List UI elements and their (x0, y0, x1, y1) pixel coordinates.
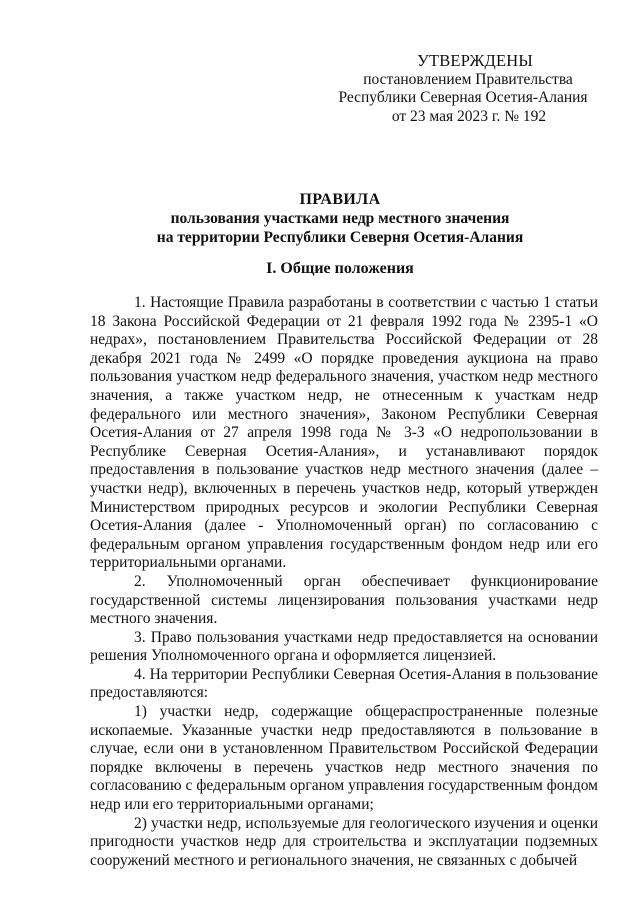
document-subtitle-line2: на территории Республики Северня Осетия-Алания (156, 229, 524, 246)
paragraph-4: 4. На территории Республики Северная Осетия-Алания в пользование предоставляются: (90, 665, 598, 702)
document-subtitle-line1: пользования участками недр местного значения (170, 210, 510, 227)
paragraph-4-item-1: 1) участки недр, содержащие общераспространенные полезные ископаемые. Указанные участки недр предоставляются в пользование в случае, если они в установленном Правительством Российской Федерации порядке включены в перечень участков недр местного значения по согласованию с федеральным органом управления государственным фондом недр или его территориальными органами; (90, 703, 598, 814)
paragraph-2: 2. Уполномоченный орган обеспечивает функционирование государственной системы лицензирования пользования участками недр местного значения. (90, 572, 598, 628)
approval-title: УТВЕРЖДЕНЫ (417, 51, 533, 70)
document-title: ПРАВИЛА (299, 191, 381, 208)
section-heading: I. Общие положения (266, 260, 414, 277)
approval-resolution-line: постановлением Правительства (363, 70, 573, 88)
approval-republic-line: Республики Северная Осетия-Алания (338, 89, 588, 106)
paragraph-4-item-2: 2) участки недр, используемые для геологического изучения и оценки пригодности участков недр для строительства и эксплуатации подземных сооружений местного и регионального значения, не связанных с добычей (90, 814, 598, 869)
paragraph-1: 1. Настоящие Правила разработаны в соответствии с частью 1 статьи 18 Закона Российской Федерации от 21 февраля 1992 года № 2395-1 «О недрах», постановлением Правительства Российской Федерации от 28 декабря 2021 года № 2499 «О порядке проведения аукциона на право пользования участком недр федерального значения, участком недр местного значения, а также участком недр, не отнесенным к участкам недр федерального или местного значения», Законом Республики Северная Осетия-Алания от 27 апреля 1998 года № 3-З «О недропользовании в Республике Северная Осетия-Алания», и устанавливают порядок предоставления в пользование участков недр местного значения (далее – участки недр), включенных в перечень участков недр, который утвержден Министерством природных ресурсов и экологии Республики Северная Осетия-Алания (далее - Уполномоченный орган) по согласованию с федеральным органом управления государственным фондом недр или его территориальными органами. (90, 294, 598, 572)
paragraph-3: 3. Право пользования участками недр предоставляется на основании решения Уполномоченного органа и оформляется лицензией. (90, 628, 598, 665)
document-title-block (90, 190, 590, 247)
approval-stamp (330, 52, 600, 126)
document-body (90, 294, 598, 870)
approval-date-line: от 23 мая 2023 г. № 192 (391, 107, 547, 125)
